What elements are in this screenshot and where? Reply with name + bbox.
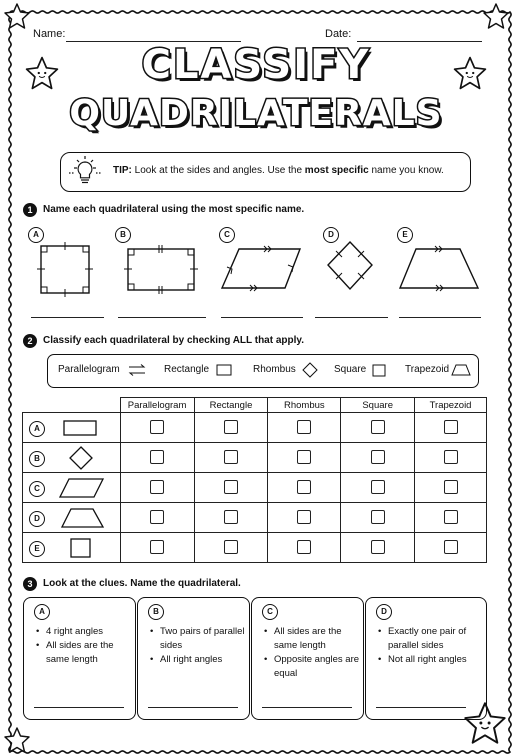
card-letter: C bbox=[262, 604, 278, 620]
answer-line[interactable] bbox=[399, 316, 481, 318]
checkbox[interactable] bbox=[224, 540, 238, 554]
item-letter: A bbox=[28, 227, 44, 243]
checkbox[interactable] bbox=[297, 480, 311, 494]
legend-trapezoid: Trapezoid bbox=[405, 364, 450, 375]
rhombus-icon bbox=[302, 362, 318, 378]
title-line-2: QUADRILATERALS bbox=[69, 93, 443, 134]
section-1-instruction: Name each quadrilateral using the most specific name. bbox=[43, 204, 305, 215]
card-letter: D bbox=[376, 604, 392, 620]
square-icon bbox=[372, 364, 386, 377]
clue-card bbox=[137, 597, 250, 720]
table-corner bbox=[23, 398, 121, 413]
lightbulb-icon bbox=[68, 154, 102, 188]
checkbox[interactable] bbox=[371, 420, 385, 434]
checkbox[interactable] bbox=[150, 480, 164, 494]
checkbox[interactable] bbox=[297, 420, 311, 434]
answer-line[interactable] bbox=[376, 706, 466, 708]
table-row bbox=[23, 473, 487, 503]
column-header: Trapezoid bbox=[415, 398, 487, 413]
trapezoid-shape bbox=[400, 249, 478, 288]
answer-line[interactable] bbox=[118, 316, 206, 318]
answer-line[interactable] bbox=[34, 706, 124, 708]
checkbox[interactable] bbox=[224, 420, 238, 434]
item-letter: C bbox=[219, 227, 235, 243]
card-letter: A bbox=[34, 604, 50, 620]
tip-text bbox=[113, 165, 444, 176]
column-header: Square bbox=[341, 398, 415, 413]
tip-text-a: Look at the sides and angles. Use the bbox=[134, 165, 305, 176]
checkbox[interactable] bbox=[297, 540, 311, 554]
checkbox[interactable] bbox=[444, 510, 458, 524]
parallel-arrows-icon bbox=[127, 363, 147, 377]
checkbox[interactable] bbox=[444, 480, 458, 494]
checkbox[interactable] bbox=[224, 510, 238, 524]
answer-line[interactable] bbox=[31, 316, 104, 318]
checkbox[interactable] bbox=[371, 510, 385, 524]
title-line-1: CLASSIFY bbox=[141, 42, 371, 88]
section-3-instruction: Look at the clues. Name the quadrilateral. bbox=[43, 578, 241, 589]
rectangle-shape bbox=[63, 420, 99, 436]
clue: • 4 right angles bbox=[36, 625, 132, 639]
name-label: Name: bbox=[33, 28, 66, 40]
item-letter: E bbox=[397, 227, 413, 243]
section-number: 1 bbox=[23, 203, 37, 217]
clue-card bbox=[365, 597, 487, 720]
table-row bbox=[23, 533, 487, 563]
column-header: Rectangle bbox=[194, 398, 268, 413]
clue: • All sides are the same length bbox=[264, 625, 360, 653]
checkbox[interactable] bbox=[444, 420, 458, 434]
parallelogram-shape bbox=[59, 478, 105, 498]
checkbox[interactable] bbox=[150, 450, 164, 464]
square-shape bbox=[70, 538, 92, 558]
card-letter: B bbox=[148, 604, 164, 620]
section-1-shapes bbox=[0, 225, 512, 305]
section-number: 2 bbox=[23, 334, 37, 348]
legend-rectangle: Rectangle bbox=[164, 364, 210, 375]
table-row bbox=[23, 503, 487, 533]
trapezoid-shape bbox=[61, 508, 105, 528]
star-icon bbox=[482, 2, 510, 30]
item-letter: D bbox=[323, 227, 339, 243]
answer-line[interactable] bbox=[315, 316, 388, 318]
clue: • Two pairs of parallel sides bbox=[150, 625, 246, 653]
column-header: Rhombus bbox=[268, 398, 341, 413]
classification-table bbox=[22, 397, 487, 563]
clue: • All right angles bbox=[150, 653, 246, 667]
trapezoid-icon bbox=[451, 364, 471, 376]
row-letter: A bbox=[29, 421, 45, 437]
square-shape bbox=[41, 246, 89, 293]
row-letter: D bbox=[29, 511, 45, 527]
date-label: Date: bbox=[325, 28, 352, 40]
checkbox[interactable] bbox=[371, 450, 385, 464]
rhombus-shape bbox=[69, 446, 93, 470]
tip-label: TIP: bbox=[113, 165, 132, 176]
checkbox[interactable] bbox=[297, 510, 311, 524]
clue: • Opposite angles are equal bbox=[264, 653, 360, 681]
item-letter: B bbox=[115, 227, 131, 243]
row-letter: B bbox=[29, 451, 45, 467]
section-2-instruction: Classify each quadrilateral by checking ALL that apply. bbox=[43, 335, 305, 346]
rectangle-shape bbox=[128, 249, 194, 290]
row-letter: E bbox=[29, 541, 45, 557]
checkbox[interactable] bbox=[371, 540, 385, 554]
tip-text-b: name you know. bbox=[368, 165, 444, 176]
answer-line[interactable] bbox=[221, 316, 303, 318]
clue: • Exactly one pair of parallel sides bbox=[378, 625, 482, 653]
parallelogram-shape bbox=[222, 249, 300, 288]
clue-card bbox=[251, 597, 364, 720]
table-row bbox=[23, 443, 487, 473]
checkbox[interactable] bbox=[224, 450, 238, 464]
rhombus-shape bbox=[328, 242, 372, 289]
star-icon bbox=[3, 2, 31, 30]
legend-rhombus: Rhombus bbox=[253, 364, 296, 375]
tip-text-bold: most specific bbox=[304, 165, 369, 176]
checkbox[interactable] bbox=[297, 450, 311, 464]
answer-line[interactable] bbox=[262, 706, 352, 708]
table-row bbox=[23, 413, 487, 443]
checkbox[interactable] bbox=[224, 480, 238, 494]
clue: • Not all right angles bbox=[378, 653, 482, 667]
legend-parallelogram: Parallelogram bbox=[58, 364, 120, 375]
answer-line[interactable] bbox=[148, 706, 238, 708]
clue-card bbox=[23, 597, 136, 720]
checkbox[interactable] bbox=[150, 510, 164, 524]
checkbox[interactable] bbox=[371, 480, 385, 494]
checkbox[interactable] bbox=[150, 540, 164, 554]
section-number: 3 bbox=[23, 577, 37, 591]
legend-square: Square bbox=[334, 364, 367, 375]
row-letter: C bbox=[29, 481, 45, 497]
checkbox[interactable] bbox=[150, 420, 164, 434]
rectangle-icon bbox=[216, 364, 232, 376]
clue: • All sides are the same length bbox=[36, 639, 132, 667]
star-icon bbox=[3, 726, 31, 754]
checkbox[interactable] bbox=[444, 450, 458, 464]
checkbox[interactable] bbox=[444, 540, 458, 554]
column-header: Parallelogram bbox=[120, 398, 194, 413]
